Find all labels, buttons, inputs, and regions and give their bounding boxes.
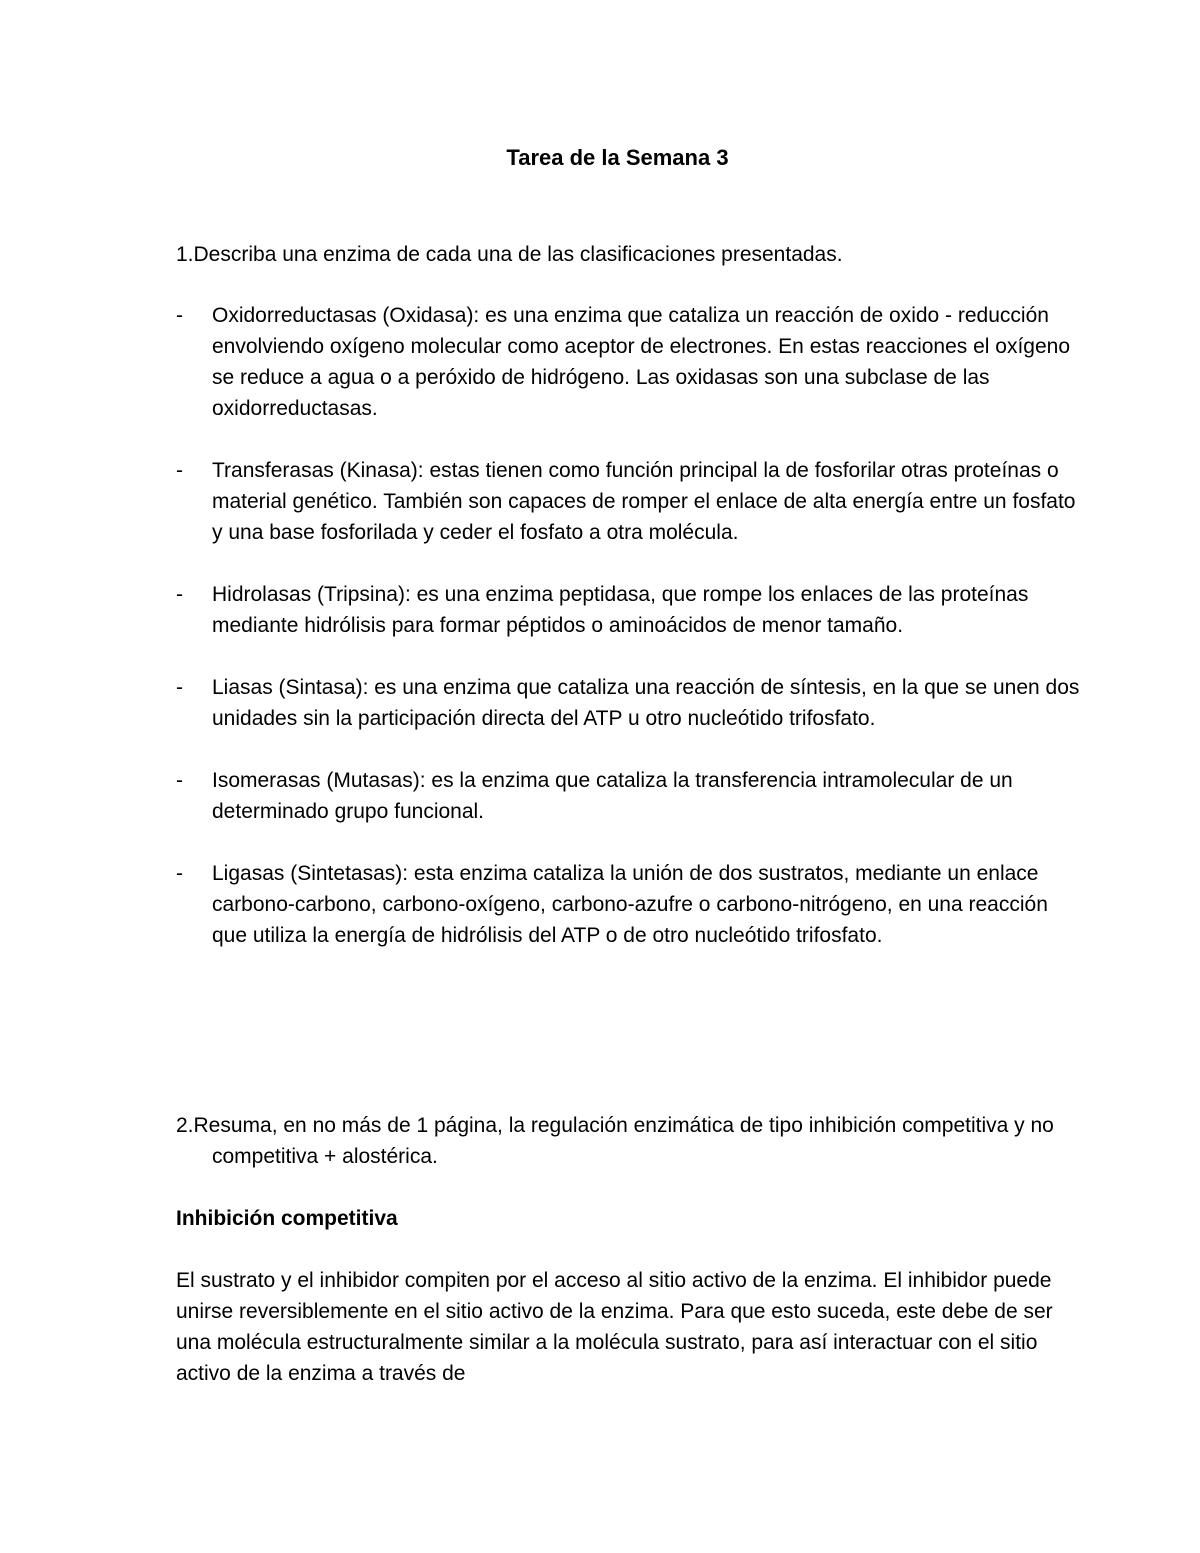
question-2: 2.Resuma, en no más de 1 página, la regulación enzimática de tipo inhibición competitiva y no competitiva + alostérica. [176,1114,1054,1168]
section-heading: Inhibición competitiva [176,1207,398,1230]
body-paragraph: El sustrato y el inhibidor compiten por el acceso al sitio activo de la enzima. El inhibidor puede unirse reversiblemente en el sitio activo de la enzima. Para que esto suceda, este debe de ser una molécula estructuralmente similar a la molécula sustrato, para así interactuar con el sitio activo de la enzima a través de [176,1269,1053,1385]
bullet-dash: - [176,459,183,482]
enzyme-classification-list [176,300,1086,982]
list-item [176,579,1086,641]
list-item [176,455,1086,548]
bullet-dash: - [176,769,183,792]
list-item [176,672,1086,734]
list-item [176,765,1086,827]
list-item-text: Hidrolasas (Tripsina): es una enzima peptidasa, que rompe los enlaces de las proteínas mediante hidrólisis para formar péptidos o aminoácidos de menor tamaño. [212,583,1029,637]
list-item-text: Oxidorreductasas (Oxidasa): es una enzima que cataliza un reacción de oxido - reducción envolviendo oxígeno molecular como aceptor de electrones. En estas reacciones el oxígeno se reduce a agua o a peróxido de hidrógeno. Las oxidasas son una subclase de las oxidorreductasas. [212,304,1071,420]
list-item-text: Transferasas (Kinasa): estas tienen como función principal la de fosforilar otras proteínas o material genético. También son capaces de romper el enlace de alta energía entre un fosfato y una base fosforilada y ceder el fosfato a otra molécula. [212,459,1076,544]
question-1: 1.Describa una enzima de cada una de las clasificaciones presentadas. [176,243,843,266]
list-item-text: Liasas (Sintasa): es una enzima que cataliza una reacción de síntesis, en la que se unen dos unidades sin la participación directa del ATP u otro nucleótido trifosfato. [212,676,1080,730]
list-item-text: Ligasas (Sintetasas): esta enzima cataliza la unión de dos sustratos, mediante un enlace carbono-carbono, carbono-oxígeno, carbono-azufre o carbono-nitrógeno, en una reacción que utiliza la energía de hidrólisis del ATP o de otro nucleótido trifosfato. [212,862,1048,947]
list-item [176,300,1086,424]
bullet-dash: - [176,304,183,327]
bullet-dash: - [176,862,183,885]
bullet-dash: - [176,676,183,699]
page-title: Tarea de la Semana 3 [506,145,729,170]
bullet-dash: - [176,583,183,606]
list-item-text: Isomerasas (Mutasas): es la enzima que cataliza la transferencia intramolecular de un determinado grupo funcional. [212,769,1013,823]
list-item [176,858,1086,951]
